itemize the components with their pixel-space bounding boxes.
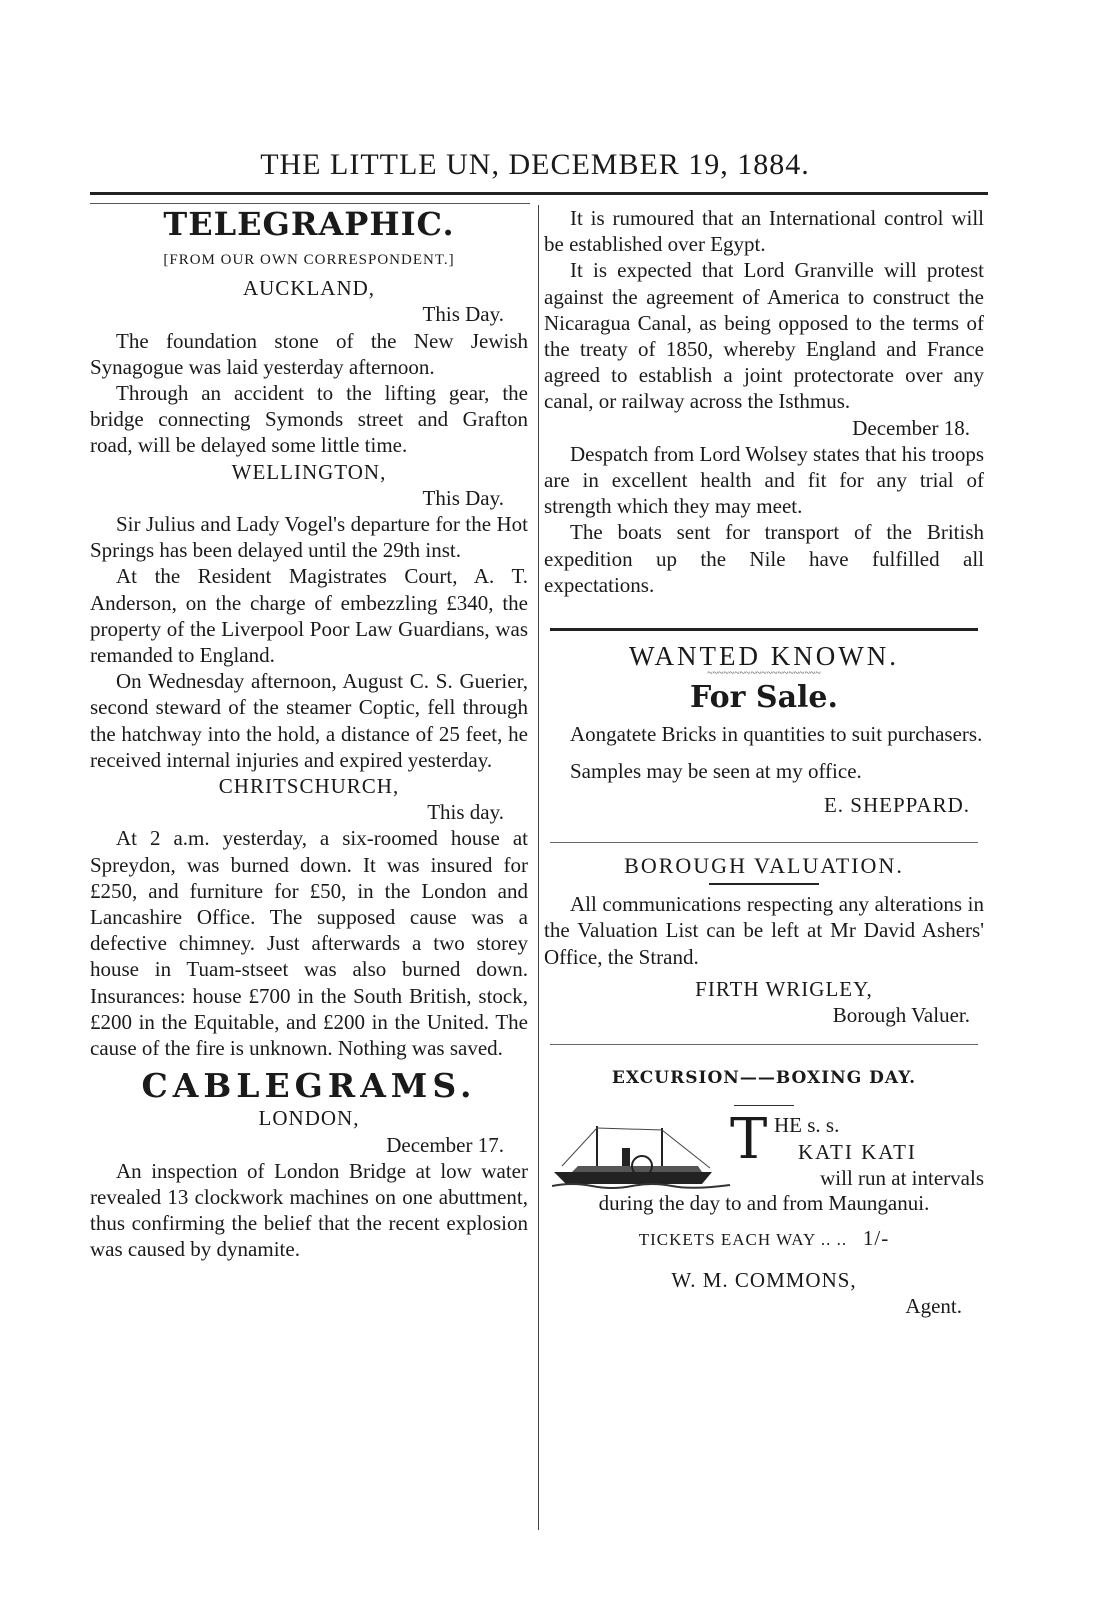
column-divider: [538, 205, 539, 1530]
steamer-notice: [544, 1108, 984, 1190]
sale-paragraph-1: Aongatete Bricks in quantities to suit purchasers.: [570, 722, 983, 747]
dateline-auckland: AUCKLAND,: [242, 276, 376, 301]
this-day-auckland: This Day.: [422, 302, 504, 327]
drop-cap: T: [730, 1107, 768, 1173]
wellington-paragraph-3: On Wednesday afternoon, August C. S. Guerier, second steward of the steamer Coptic, fell through the hatchway into the hold, a distance of 25 feet, he received internal injuries and expired yesterday.: [90, 669, 528, 772]
wellington-paragraph-2: At the Resident Magistrates Court, A. T. Anderson, on the charge of embezzling £340, the property of the Liverpool Poor Law Guardians, was remanded to England.: [90, 564, 528, 668]
christchurch-paragraph-1: At 2 a.m. yesterday, a six-roomed house at Spreydon, was burned down. It was insured for £250, and furniture for £50, in the London and Lancashire Office. The supposed cause was a defective chimney. Just afterwards a two storey house in Tuam-stseet was also burned down. Insurances: house £700 in the South British, stock, £200 in the Equitable, and £200 in the United. The cause of the fire is unknown. Nothing was saved.: [90, 826, 528, 1061]
date-december-18: December 18.: [852, 415, 970, 440]
borough-paragraph: All communications respecting any alterations in the Valuation List can be left at Mr David Ashers' Office, the Strand.: [544, 892, 984, 969]
for-sale-heading: For Sale.: [690, 680, 838, 716]
nile-paragraph: The boats sent for transport of the British expedition up the Nile have fulfilled all expectations.: [544, 520, 984, 597]
left-column: [90, 205, 528, 1263]
section-rule: [550, 628, 978, 631]
borough-underline: [709, 883, 819, 885]
right-column: [544, 205, 984, 1319]
masthead: THE LITTLE UN, DECEMBER 19, 1884.: [260, 148, 810, 181]
wellington-paragraph-1: Sir Julius and Lady Vogel's departure for the Hot Springs has been delayed until the 29th inst.: [90, 512, 528, 563]
this-day-wellington: This Day.: [422, 485, 504, 510]
granville-paragraph: It is expected that Lord Granville will protest against the agreement of America to construct the Nicaragua Canal, as being opposed to the terms of the treaty of 1850, whereby England and France agreed to establish a joint protectorate over any canal, or railway across the Isthmus.: [544, 258, 984, 414]
correspondent-note: [FROM OUR OWN CORRESPONDENT.]: [163, 252, 455, 268]
steamship-icon: [552, 1122, 732, 1190]
sheppard-signature: E. SHEPPARD.: [823, 792, 970, 817]
steamer-line-1: HE s. s.: [774, 1113, 840, 1138]
tickets-label: TICKETS EACH WAY .. ..: [638, 1229, 848, 1249]
agent-title: Agent.: [905, 1294, 962, 1319]
valuer-title: Borough Valuer.: [832, 1003, 970, 1028]
london-paragraph-1: An inspection of London Bridge at low water revealed 13 clockwork machines on one abuttment, thus confirming the belief that the recent explosion was caused by dynamite.: [90, 1158, 528, 1262]
steamer-line-3: will run at intervals: [820, 1165, 984, 1190]
commons-signature: W. M. COMMONS,: [671, 1267, 857, 1292]
masthead-rule-thin: [90, 203, 530, 204]
wolsey-paragraph: Despatch from Lord Wolsey states that his troops are in excellent health and fit for any trial of strength which they may meet.: [544, 441, 984, 519]
this-day-christchurch: This day.: [427, 800, 504, 825]
egypt-paragraph: It is rumoured that an International control will be established over Egypt.: [544, 206, 984, 257]
ticket-price: 1/-: [862, 1225, 890, 1250]
dateline-christchurch: CHRITSCHURCH,: [218, 774, 400, 799]
borough-valuation-heading: BOROUGH VALUATION.: [624, 853, 904, 879]
telegraphic-heading: TELEGRAPHIC.: [163, 205, 455, 243]
steamer-name: KATI KATI: [798, 1139, 917, 1164]
section-rule-2: [550, 842, 978, 843]
auckland-paragraph-2: Through an accident to the lifting gear, the bridge connecting Symonds street and Grafton road, will be delayed some little time.: [90, 381, 528, 458]
excursion-heading: EXCURSION——BOXING DAY.: [611, 1068, 917, 1089]
sale-paragraph-2: Samples may be seen at my office.: [570, 758, 862, 783]
section-rule-3: [550, 1044, 978, 1045]
date-december-17: December 17.: [386, 1132, 504, 1157]
masthead-rule: [90, 192, 988, 195]
excursion-underline: [734, 1105, 794, 1106]
ornament-divider: ~~~~~~~~~~~~~~~~~~~~~: [707, 668, 821, 680]
steamer-text: [730, 1107, 986, 1191]
wrigley-signature: FIRTH WRIGLEY,: [695, 976, 873, 1001]
wanted-known-heading: WANTED KNOWN.: [629, 641, 899, 672]
dateline-london: LONDON,: [258, 1106, 360, 1131]
cablegrams-heading: CABLEGRAMS.: [141, 1066, 477, 1106]
steamer-line-4: during the day to and from Maunganui.: [598, 1191, 930, 1216]
dateline-wellington: WELLINGTON,: [231, 459, 387, 484]
tickets-line: [544, 1225, 984, 1253]
auckland-paragraph-1: The foundation stone of the New Jewish Synagogue was laid yesterday afternoon.: [90, 328, 528, 379]
